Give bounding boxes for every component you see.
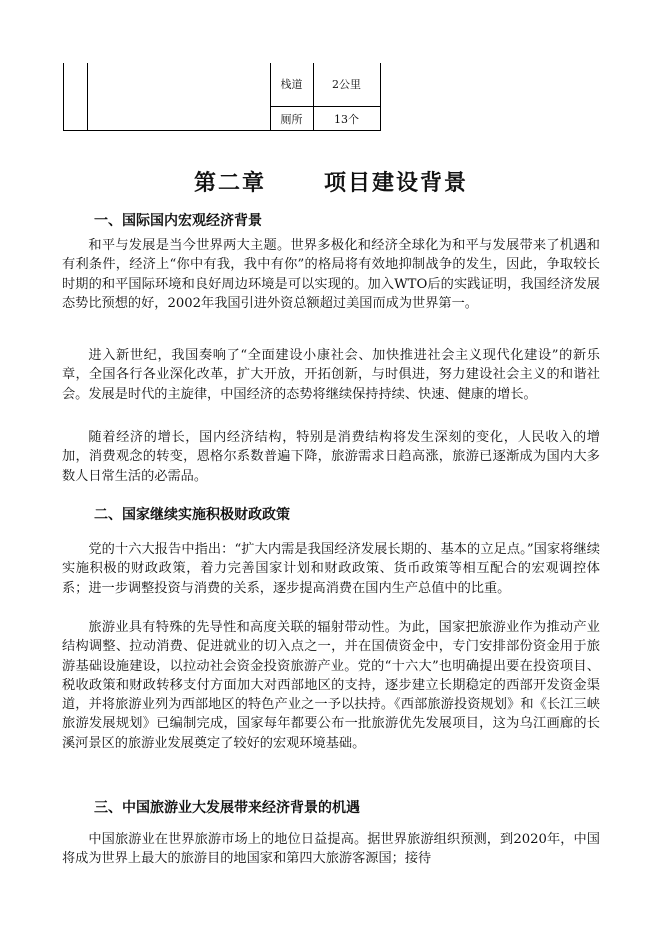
table-row-divider [270,106,381,107]
paragraph: 旅游业具有特殊的先导性和高度关联的辐射带动性。为此，国家把旅游业作为推动产业结构调整、拉动消费、促进就业的切入点之一，并在国债资金中，专门安排部份资金用于旅游基础设施建设，以拉动社会资金投资旅游产业。党的“十六大”也明确提出要在投资项目、税收政策和财政转移支付方面加大对西部地区的支持，逐步建立长期稳定的西部开发资金渠道，并将旅游业列为西部地区的特色产业之一予以扶持。《西部旅游投资规划》和《长江三峡旅游发展规划》已编制完成，国家每年都要公布一批旅游优先发展项目，这为乌江画廊的长溪河景区的旅游业发展奠定了较好的宏观环境基础。 [62,620,600,751]
table-border-left [63,63,64,131]
paragraph: 中国旅游业在世界旅游市场上的地位日益提高。据世界旅游组织预测，到2020年，中国将成为世界上最大的旅游目的地国家和第四大旅游客源国；接待 [62,832,600,867]
table-row-value: 2公里 [332,78,361,91]
paragraph: 随着经济的增长，国内经济结构，特别是消费结构将发生深刻的变化，人民收入的增加，消费观念的转变，恩格尔系数普遍下降，旅游需求日趋高涨，旅游已逐渐成为国内大多数人日常生活的必需品。 [62,430,600,484]
table-border-right [380,63,381,131]
table-row-label: 栈道 [280,78,303,91]
section-heading: 一、国际国内宏观经济背景 [94,213,262,229]
table-row-label: 厕所 [280,113,303,126]
facility-table [63,63,381,131]
chapter-number: 第二章 [194,171,267,196]
section-heading: 二、国家继续实施积极财政政策 [94,507,290,523]
section-heading: 三、中国旅游业大发展带来经济背景的机遇 [94,800,360,816]
chapter-title [0,166,662,197]
paragraph: 和平与发展是当今世界两大主题。世界多极化和经济全球化为和平与发展带来了机遇和有利条件，经济上“你中有我，我中有你”的格局将有效地抑制战争的发生，因此，争取较长时期的和平国际环境和良好周边环境是可以实现的。加入WTO后的实践证明，我国经济发展态势比预想的好，2002年我国引进外资总额超过美国而成为世界第一。 [62,238,600,311]
table-row-value: 13个 [334,113,359,126]
table-border-bottom [63,130,381,131]
paragraph: 党的十六大报告中指出：“扩大内需是我国经济发展长期的、基本的立足点。”国家将继续实施积极的财政政策，着力完善国家计划和财政政策、货币政策等相互配合的宏观调控体系；进一步调整投资与消费的关系，逐步提高消费在国内生产总值中的比重。 [62,542,600,596]
chapter-name: 项目建设背景 [323,171,468,196]
table-border-col1 [87,63,88,131]
paragraph: 进入新世纪，我国奏响了“全面建设小康社会、加快推进社会主义现代化建设”的新乐章，全国各行各业深化改革，扩大开放，开拓创新，与时俱进，努力建设社会主义的和谐社会。发展是时代的主旋律，中国经济的态势将继续保持持续、快速、健康的增长。 [62,348,600,402]
